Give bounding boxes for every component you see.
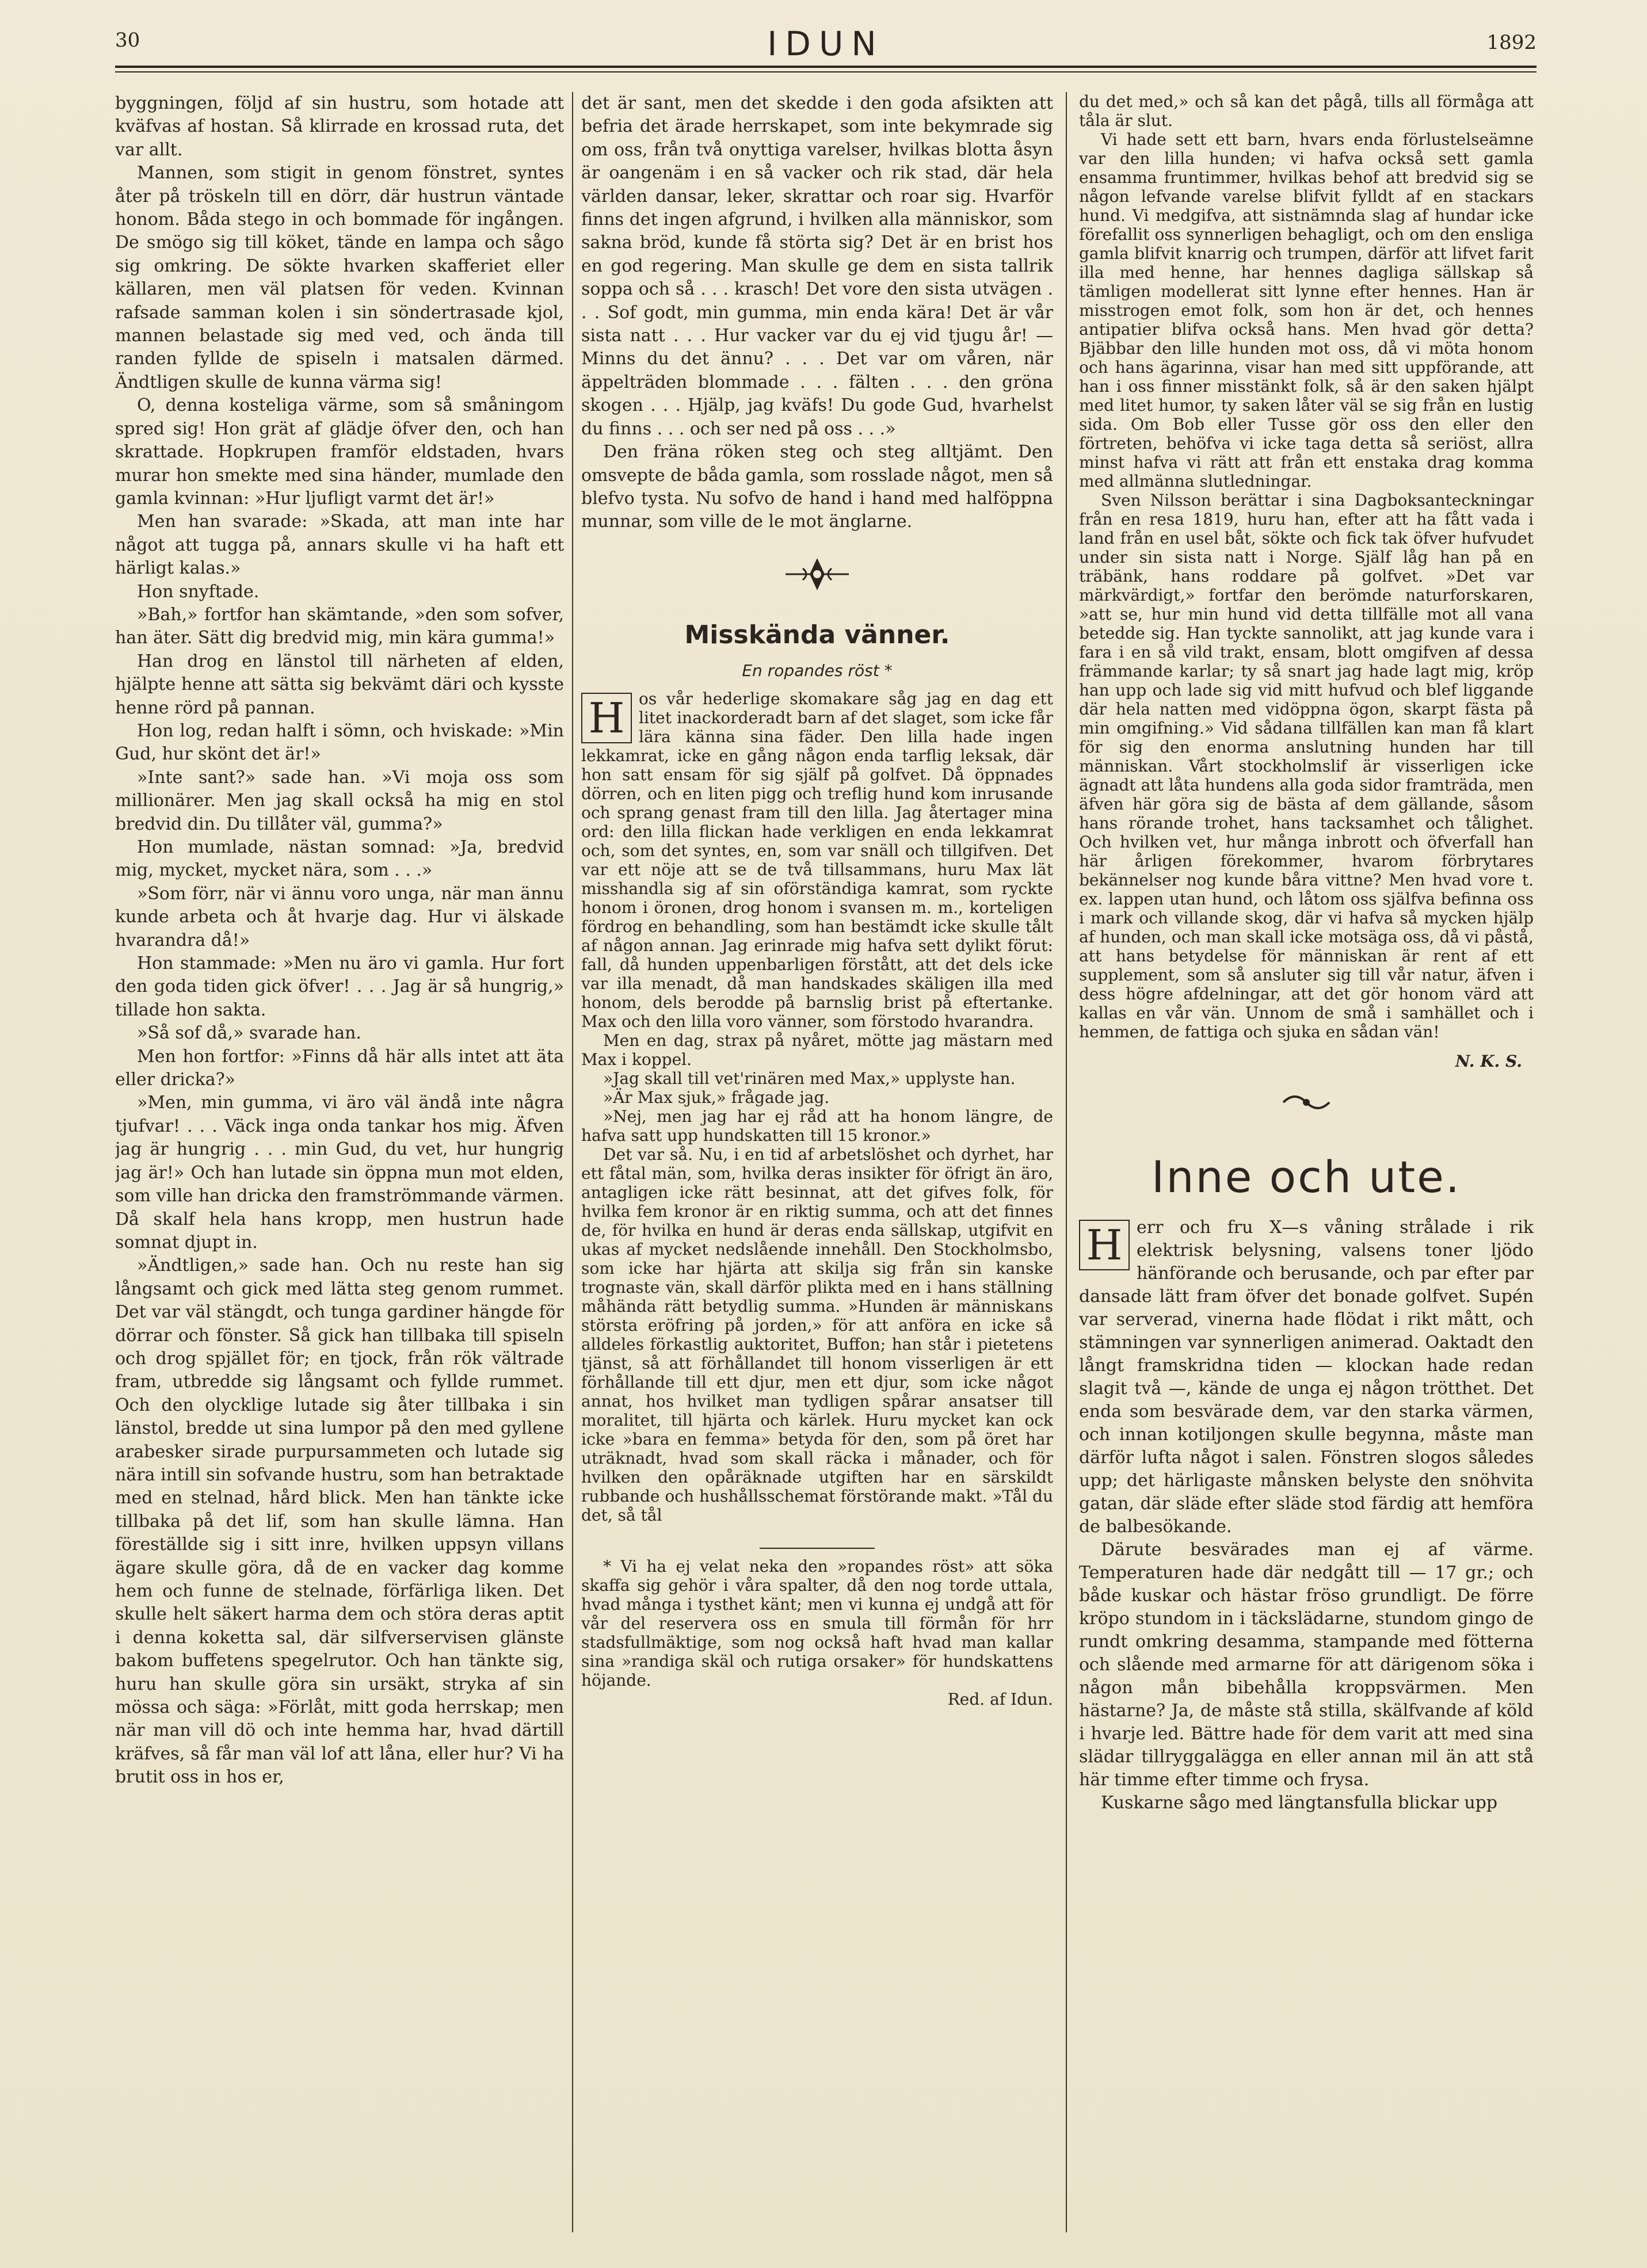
year: 1892 [1486,31,1537,54]
drop-cap: H [1079,1220,1130,1270]
ornament-icon [786,551,849,597]
page-number: 30 [115,29,140,52]
paragraph: Därute besvärades man ej af värme. Temperaturen hade där nedgått till — 17 gr.; och både kuskar och hästar fröso grundligt. De förre kröpo stundom in i täckslädarne, stundom gingo de rundt omkring desamma, stampande med fötterna och slående med armarne för att därigenom söka i någon mån bibehålla kroppsvärmen. Men hästarne? Ja, de måste stå stilla, skälfvande af köld i hvarje led. Bättre hade för dem varit att med sina slädar tillryggalägga en eller annan mil än att stå här timme efter timme och frysa. [1079,1540,1534,1790]
paragraph: »Ändtligen,» sade han. Och nu reste han sig långsamt och gick med lätta steg genom rummet. Det var väl stängdt, och tunga gardiner hängde för dörrar och fönster. Så gick han tillbaka till spiseln och drog spjället för; en tjock, från rök vältrade fram, utbredde sig långsamt och fyllde rummet. Och den olycklige lutade sig åter tillbaka i sin länstol, bredde ut sina lumpor på den med gyllene arabesker sirade purpursammeten och lutade sig nära intill sin sofvande hustru, som han betraktade med en stelnad, hård blick. Men han tänkte icke tillbaka på det lif, som han skulle lämna. Han föreställde sig i sitt inre, hvilken uppsyn villans ägare skulle göra, då de en vacker dag komme hem och funne de stelnade, förfärliga liken. Det skulle helt säkert harma dem och störa deras aptit i denna koketta sal, där silfverservisen glänste bakom buffetens spegelrutor. Och han tänkte sig, huru han skulle göra sin ursäkt, stryka af sin mössa och säga: »Förlåt, mitt goda herrskap; men när man vill dö och inte hemma har, hvad därtill kräfves, så får man väl lof att låna, eller hur? Vi ha brutit oss in hos er, [115,1255,564,1788]
paragraph: du det med,» och så kan det pågå, tills all förmåga att tåla är slut. [1079,92,1534,130]
paragraph: Men han svarade: »Skada, att man inte har något att tugga på, annars skulle vi ha haft ett härligt kalas.» [115,511,564,579]
paragraph: »Inte sant?» sade han. »Vi moja oss som millionärer. Men jag skall också ha mig en stol bredvid din. Du tillåter väl, gumma?» [115,767,564,834]
column-right [1079,92,1534,2244]
article-title: Misskända vänner. [684,620,950,650]
ornament-divider [581,534,1053,620]
header-rule [115,66,1537,68]
footnote-signature: Red. af Idun. [947,1689,1053,1709]
ornament-icon [1280,1088,1332,1117]
paragraph: Hon snyftade. [137,581,260,602]
drop-cap: H [581,693,632,743]
paragraph: err och fru X—s våning strålade i rik elektrisk belysning, valsens toner ljödo hänförande och berusande, och par efter par dansade lätt fram öfver det bonade golfvet. Supén var serverad, vinerna hade flödat i rikt mått, och stämningen var synnerligen animerad. Oaktadt den långt framskridna tiden — klockan hade redan slagit två —, kände de unga ej någon trötthet. Det enda som besvärade dem, var den starka värmen, och innan kotiljongen skulle begynna, måste man därför lufta något i salen. Fönstren slogos således upp; det härligaste månsken belyste den snöhvita gatan, där släde efter släde stod färdig att hemföra de balbesökande. [1079,1217,1534,1537]
paragraph: »Jag skall till vet'rinären med Max,» upplyste han. [603,1068,1016,1088]
paragraph: Kuskarne sågo med längtansfulla blickar upp [1101,1793,1498,1813]
column-divider [572,92,573,2232]
paragraph: Men en dag, strax på nyåret, mötte jag mästarn med Max i koppel. [581,1030,1053,1069]
paragraph: Sven Nilsson berättar i sina Dagboksanteckningar från en resa 1819, huru han, efter att ha fått vada i land från en usel båt, sökte och fick tak öfver hufvudet under sin sista natt i Norge. Själf låg han på en träbänk, hans roddare på golfvet. »Det var märkvärdigt,» fortfar den berömde naturforskaren, »att se, hur min hund vid detta tillfälle mot all vana betedde sig. Han tyckte sannolikt, att jag kunde vara i fara i en så vild trakt, ensam, blott omgifven af dessa främmande karlar; ty så snart jag hade lagt mig, kröp han upp och lade sig vid mitt hufvud och blef liggande där hela natten med vidöppna ögon, skarpt fästa på min omgifning.» Vid sådana tillfällen kan man få klart för sig den enorma anslutning hunden har till människan. Vårt stockholmslif är visserligen icke ägnadt att låta hundens alla goda sidor framträda, men äfven här göra sig de bästa af dem gällande, såsom hans rörande trohet, hans tacksamhet och tålighet. Och hvilken vet, hur många inbrott och öfverfall han här årligen förekommer, hvarom förbrytares bekännelser nog kunde båra vittne? Men hvad vore t. ex. lappen utan hund, och låtom oss själfva befinna oss i mark och villande skog, där vi hafva så mycken hjälp af hunden, och man skall icke motsäga oss, då vi påstå, att hans betydelse för människan är rent af ett supplement, som så ansluter sig till vår natur, äfven i dess högre afdelningar, att det gör honom värd att kallas en vår vän. Unnom de små i samhället och i hemmen, de fattiga och sjuka en sådan vän! [1079,491,1534,1041]
paragraph: Vi hade sett ett barn, hvars enda förlustelseämne var den lilla hunden; vi hafva också sett gamla ensamma fruntimmer, hvilkas behof att bredvid sig se någon lefvande varelse blifvit fylldt af en stackars hund. Vi medgifva, att sistnämnda slag af hundar icke förefallit oss synnerligen behagligt, och om den ensliga gamla blifvit knarrig och trumpen, därför att lifvet farit illa med henne, har hennes dagliga sällskap så tämligen modellerat sitt lynne efter hennes. Han är misstrogen emot folk, som hon är det, och hennes antipatier blifva också hans. Men hvad gör detta? Bjäbbar den lille hunden mot oss, då vi möta honom och hans ägarinna, visar han med sitt uppförande, att han i oss finner misstänkt folk, så är den saken hjälpt med litet humor, ty saken låter väl se sig från en lustig sida. Om Bob eller Tusse gör oss den eller den förtreten, behöfva vi icke taga detta så seriöst, allra minst hafva vi rätt att från ett enstaka drag komma med allmänna slutledningar. [1079,130,1534,491]
column-middle [581,92,1053,2244]
paragraph: »Nej, men jag har ej råd att ha honom längre, de hafva satt upp hundskatten till 15 kronor.» [581,1106,1053,1145]
page-header [115,24,1537,75]
paragraph: Hon stammade: »Men nu äro vi gamla. Hur fort den goda tiden gick öfver! . . . Jag är så hungrig,» tillade hon sakta. [115,953,564,1020]
paragraph: »Som förr, när vi ännu voro unga, när man ännu kunde arbeta och åt hvarje dag. Hur vi älskade hvarandra då!» [115,883,564,950]
paragraph: Den fräna röken steg och steg alltjämt. Den omsvepte de båda gamla, som rosslade något, men så blefvo tysta. Nu sofvo de hand i hand med halföppna munnar, som ville de le mot änglarne. [581,442,1053,532]
ornament-divider [1079,1071,1534,1134]
author-signature: N. K. S. [1455,1052,1522,1071]
article-title: Inne och ute. [1151,1151,1462,1202]
paragraph: O, denna kosteliga värme, som så småningom spred sig! Hon grät af glädje öfver den, och han skrattade. Hopkrupen framför eldstaden, hvars murar hon smekte med sina händer, mumlade den gamla kvinnan: »Hur ljufligt varmt det är!» [115,395,564,509]
paragraph: »Är Max sjuk,» frågade jag. [603,1087,830,1107]
paragraph: det är sant, men det skedde i den goda afsikten att befria det ärade herrskapet, som inte bekymrade sig om oss, från två onyttiga varelser, hvilkas blotta åsyn är oangenäm i en så vacker och rik stad, där hela världen dansar, leker, skrattar och roar sig. Hvarför finns det ingen afgrund, i hvilken alla människor, som sakna bröd, kunde få störta sig? Det är en brist hos en god regering. Man skulle ge dem en sista tallrik soppa och så . . . krasch! Det vore den sista utvägen . . . Sof godt, min gumma, min enda kära! Det är vår sista natt . . . Hur vacker var du ej vid tjugu år! — Minns du det ännu? . . . Det var om våren, när äppelträden blommade . . . fälten . . . den gröna skogen . . . Hjälp, jag kväfs! Du gode Gud, hvarhelst du finns . . . och ser ned på oss . . .» [581,93,1053,439]
paragraph: Det var så. Nu, i en tid af arbetslöshet och dyrhet, har ett fåtal män, som, hvilka deras insikter för öfrigt än äro, antagligen icke rätt besinnat, att det gifves folk, för hvilka fem kronor är en riktig summa, och att det finnes de, för hvilka en hund är deras enda sällskap, utgifvit en ukas af mycket nedslående innehåll. Den Stockholmsbo, som icke har hjärta att skilja sig från sin kanske trognaste vän, skall därför plikta med en i hans ställning måhända rätt betydlig summa. »Hunden är människans största eröfring på jorden,» för att anföra en icke så alldeles förkastlig auktoritet, Buffon; han står i pietetens tjänst, så att förhållandet till honom visserligen är ett förhållande till ett djur, men ett djur, som icke något annat, hos hvilket man tydligen spårar ansatser till moralitet, till hjärta och kärlek. Huru mycket kan ock icke »bara en femma» betyda för den, som på öret har uträknadt, hvad som skall räcka i månader, och för hvilken den opåräknade utgiften har en särskildt rubbande och hushållsschemat förstörande makt. »Tål du det, så tål [581,1144,1053,1525]
footnote: * Vi ha ej velat neka den »ropandes röst» att söka skaffa sig gehör i våra spalter, då den nog torde uttala, hvad många i tysthet känt; men vi kunna ej undgå att för vår del reservera oss en smula till förmån för hrr stadsfullmäktige, som nog också haft hvad man kallar sina »randiga skäl och rutiga orsaker» för hundskattens höjande. [581,1556,1053,1690]
paragraph: »Bah,» fortfor han skämtande, »den som sofver, han äter. Sätt dig bredvid mig, min kära gumma!» [115,604,564,648]
article-subtitle: En ropandes röst * [742,660,893,680]
paragraph: »Men, min gumma, vi äro väl ändå inte några tjufvar! . . . Väck inga onda tankar hos mig. Äfven jag är hungrig . . . min Gud, du vet, hur hungrig jag är!» Och han lutade sin öppna mun mot elden, som ville han dricka den framströmmande värmen. Då skalf hela hans kropp, men hustrun hade somnat djupt in. [115,1093,564,1253]
column-divider [1066,92,1067,2232]
paragraph: Mannen, som stigit in genom fönstret, syntes åter på tröskeln till en dörr, där hustrun väntade honom. Båda stego in och bommade för ingången. De smögo sig till köket, tände en lampa och sågo sig omkring. De sökte hvarken skafferiet eller källaren, men väl platsen för veden. Kvinnan rafsade samman kolen i sin söndertrasade kjol, mannen belastade sig med ved, och ända till randen fyllde de spiseln i matsalen därmed. Ändtligen skulle de kunna värma sig! [115,163,564,392]
footnote-rule [760,1548,875,1549]
header-rule-thin [115,71,1537,72]
paragraph: os vår hederlige skomakare såg jag en dag ett litet inackorderadt barn af det slaget, som icke får lära känna sina fäder. Den lilla hade ingen lekkamrat, icke en gång någon enda tarflig leksak, där hon satt ensam för sig själf på golfvet. Då öppnades dörren, och en liten pigg och treflig hund kom inrusande och sprang genast fram till den lilla. Jag återtager mina ord: den lilla flickan hade verkligen en enda lekkamrat och, som det syntes, en, som var snäll och tillgifven. Det var ett nöje att se de två tillsammans, huru Max lät misshandla sig af sin oförständiga kamrat, som ryckte honom i öronen, drog honom i svansen m. m., korteligen fördrog en behandling, som han bestämdt icke skulle tålt af någon annan. Jag erinrade mig hafva sett dylikt förut: fall, då hunden uppenbarligen förstått, att det dels icke var illa menadt, då man handskades skäligen illa med honom, dels berodde på barnslig brist på eftertanke. Max och den lilla voro vänner, som förstodo hvarandra. [581,689,1053,1031]
paragraph: Hon mumlade, nästan somnad: »Ja, bredvid mig, mycket, mycket nära, som . . .» [115,837,564,881]
paragraph: »Så sof då,» svarade han. [137,1023,361,1044]
paragraph: byggningen, följd af sin hustru, som hotade att kväfvas af hostan. Så klirrade en krossad ruta, det var allt. [115,93,564,160]
paragraph: Men hon fortfor: »Finns då här alls intet att äta eller dricka?» [115,1046,564,1090]
paragraph: Han drog en länstol till närheten af elden, hjälpte henne att sätta sig bekvämt däri och kysste henne rörd på pannan. [115,651,564,718]
masthead: IDUN [767,24,884,63]
column-left [115,92,564,2244]
paragraph: Hon log, redan halft i sömn, och hviskade: »Min Gud, hur skönt det är!» [115,720,564,765]
